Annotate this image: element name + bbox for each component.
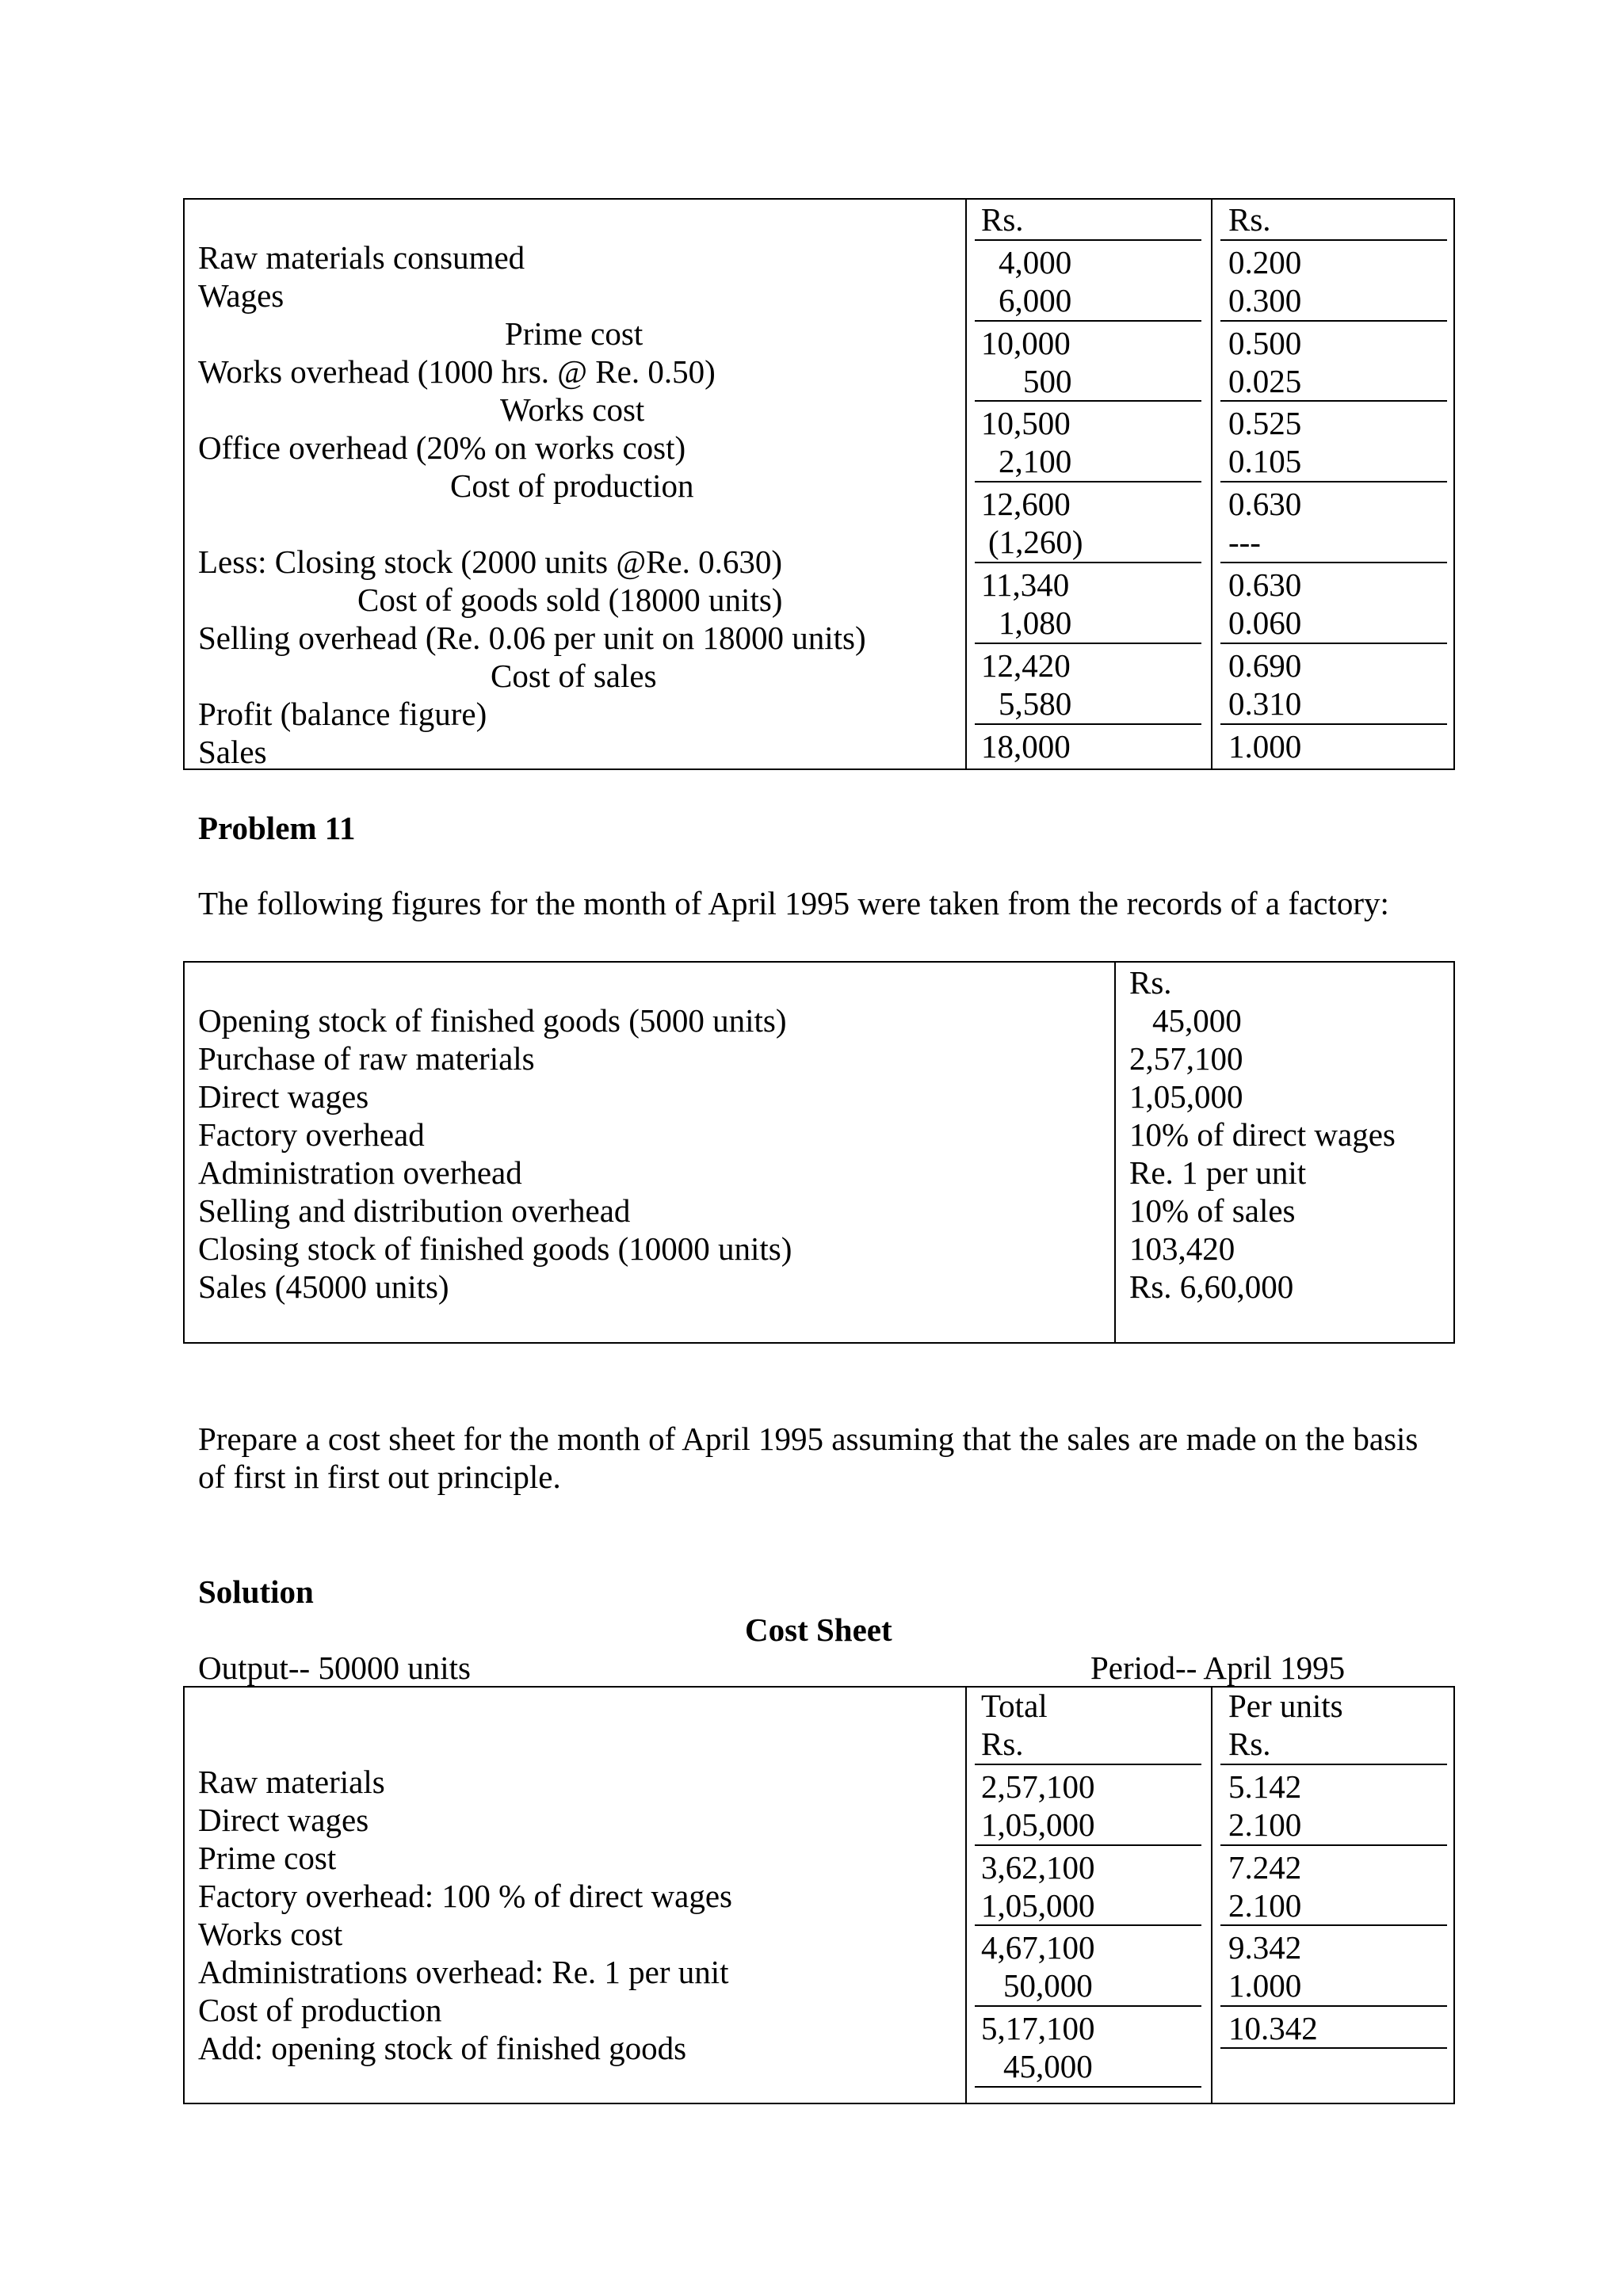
- sum-underline: [1220, 481, 1447, 482]
- per-unit-cell: 0.630: [1228, 486, 1302, 522]
- column-header: Rs.: [1228, 201, 1271, 238]
- amount-cell: 45,000: [1003, 2048, 1093, 2084]
- sum-underline: [1220, 723, 1447, 725]
- amount-cell: 5,580: [999, 685, 1072, 722]
- sum-underline: [1220, 320, 1447, 322]
- row-label: Raw materials consumed: [198, 239, 525, 276]
- per-unit-cell: 7.242: [1228, 1849, 1302, 1886]
- problem-heading: Problem 11: [198, 810, 356, 846]
- amount-cell: 10,000: [981, 325, 1071, 361]
- table-divider: [1114, 961, 1116, 1344]
- amount-cell: 4,000: [999, 244, 1072, 280]
- per-unit-cell: 2.100: [1228, 1806, 1302, 1843]
- row-label: Profit (balance figure): [198, 696, 487, 732]
- amount-cell: (1,260): [988, 524, 1083, 560]
- amount-cell: 1,080: [999, 605, 1072, 641]
- row-label: Direct wages: [198, 1802, 369, 1838]
- per-unit-cell: 0.105: [1228, 443, 1302, 479]
- per-unit-cell: 0.500: [1228, 325, 1302, 361]
- table-divider: [965, 1686, 967, 2104]
- per-unit-cell: 0.630: [1228, 566, 1302, 603]
- table-row-label: Administration overhead: [198, 1154, 522, 1191]
- sum-underline: [1220, 1764, 1447, 1765]
- cost-sheet-title: Cost Sheet: [745, 1611, 892, 1648]
- table-divider: [1211, 1686, 1212, 2104]
- sum-underline: [1220, 562, 1447, 563]
- row-label: Prime cost: [198, 1840, 337, 1876]
- sum-underline: [975, 320, 1201, 322]
- column-header: Rs.: [1228, 1726, 1271, 1762]
- per-unit-cell: 1.000: [1228, 1967, 1302, 2004]
- row-label: Sales: [198, 734, 267, 770]
- table-row-label: Sales (45000 units): [198, 1268, 449, 1305]
- sum-underline: [975, 723, 1201, 725]
- sum-underline: [1220, 1844, 1447, 1846]
- sum-underline: [975, 643, 1201, 644]
- sum-underline: [975, 2005, 1201, 2007]
- row-label: Office overhead (20% on works cost): [198, 429, 686, 466]
- per-unit-cell: ---: [1228, 524, 1261, 560]
- column-header: Rs.: [1129, 964, 1172, 1001]
- per-unit-cell: 10.342: [1228, 2010, 1318, 2046]
- sum-underline: [975, 400, 1201, 402]
- column-header: Rs.: [981, 201, 1024, 238]
- table-row-value: 2,57,100: [1129, 1040, 1243, 1077]
- sum-underline: [975, 2086, 1201, 2088]
- sum-underline: [975, 1924, 1201, 1926]
- table-row-value: 103,420: [1129, 1230, 1235, 1267]
- amount-cell: 6,000: [999, 282, 1072, 318]
- table-row-value: 45,000: [1152, 1002, 1242, 1039]
- column-header: Per units: [1228, 1688, 1343, 1724]
- table-row-label: Factory overhead: [198, 1116, 425, 1153]
- per-unit-cell: 9.342: [1228, 1929, 1302, 1966]
- row-label: Less: Closing stock (2000 units @Re. 0.630): [198, 543, 783, 580]
- instruction-line: Prepare a cost sheet for the month of April 1995 assuming that the sales are made on the basis: [198, 1421, 1419, 1457]
- amount-cell: 500: [1023, 363, 1072, 399]
- problem-intro: The following figures for the month of April 1995 were taken from the records of a factory:: [198, 885, 1389, 921]
- amount-cell: 10,500: [981, 405, 1071, 441]
- sum-underline: [1220, 2047, 1447, 2049]
- per-unit-cell: 0.025: [1228, 363, 1302, 399]
- sum-underline: [975, 239, 1201, 241]
- subtotal-label: Cost of goods sold (18000 units): [357, 582, 783, 618]
- sum-underline: [975, 481, 1201, 482]
- amount-cell: 1,05,000: [981, 1806, 1095, 1843]
- subtotal-label: Prime cost: [505, 315, 643, 352]
- table-row-value: 10% of direct wages: [1129, 1116, 1396, 1153]
- amount-cell: 4,67,100: [981, 1929, 1095, 1966]
- sum-underline: [1220, 400, 1447, 402]
- subtotal-label: Cost of production: [450, 467, 694, 504]
- sum-underline: [975, 562, 1201, 563]
- solution-heading: Solution: [198, 1573, 314, 1610]
- table-row-value: 1,05,000: [1129, 1078, 1243, 1115]
- table-row-label: Purchase of raw materials: [198, 1040, 535, 1077]
- period-label: Period-- April 1995: [1090, 1650, 1346, 1686]
- amount-cell: 12,420: [981, 647, 1071, 684]
- per-unit-cell: 0.200: [1228, 244, 1302, 280]
- row-label: Add: opening stock of finished goods: [198, 2030, 687, 2066]
- amount-cell: 11,340: [981, 566, 1070, 603]
- row-label: Administrations overhead: Re. 1 per unit: [198, 1954, 729, 1990]
- table-row-value: Re. 1 per unit: [1129, 1154, 1307, 1191]
- per-unit-cell: 0.060: [1228, 605, 1302, 641]
- sum-underline: [1220, 643, 1447, 644]
- per-unit-cell: 1.000: [1228, 728, 1302, 765]
- row-label: Raw materials: [198, 1764, 385, 1800]
- table-row-value: 10% of sales: [1129, 1192, 1296, 1229]
- amount-cell: 2,100: [999, 443, 1072, 479]
- row-label: Selling overhead (Re. 0.06 per unit on 18000 units): [198, 620, 866, 656]
- per-unit-cell: 2.100: [1228, 1887, 1302, 1924]
- table-row-label: Opening stock of finished goods (5000 units): [198, 1002, 787, 1039]
- amount-cell: 50,000: [1003, 1967, 1093, 2004]
- row-label: Works overhead (1000 hrs. @ Re. 0.50): [198, 353, 716, 390]
- subtotal-label: Cost of sales: [491, 658, 657, 694]
- table-divider: [965, 198, 967, 770]
- row-label: Cost of production: [198, 1992, 442, 2028]
- per-unit-cell: 0.310: [1228, 685, 1302, 722]
- instruction-line: of first in first out principle.: [198, 1459, 561, 1495]
- subtotal-label: Works cost: [500, 391, 645, 428]
- per-unit-cell: 0.300: [1228, 282, 1302, 318]
- table-row-label: Direct wages: [198, 1078, 369, 1115]
- amount-cell: 1,05,000: [981, 1887, 1095, 1924]
- sum-underline: [1220, 1924, 1447, 1926]
- amount-cell: 2,57,100: [981, 1768, 1095, 1805]
- amount-cell: 5,17,100: [981, 2010, 1095, 2046]
- per-unit-cell: 0.690: [1228, 647, 1302, 684]
- table-row-label: Selling and distribution overhead: [198, 1192, 631, 1229]
- row-label: Factory overhead: 100 % of direct wages: [198, 1878, 732, 1914]
- row-label: Works cost: [198, 1916, 343, 1952]
- table-row-value: Rs. 6,60,000: [1129, 1268, 1294, 1305]
- sum-underline: [975, 1844, 1201, 1846]
- sum-underline: [1220, 239, 1447, 241]
- column-header: Total: [981, 1688, 1048, 1724]
- per-unit-cell: 5.142: [1228, 1768, 1302, 1805]
- output-label: Output-- 50000 units: [198, 1650, 471, 1686]
- table-row-label: Closing stock of finished goods (10000 units): [198, 1230, 792, 1267]
- amount-cell: 12,600: [981, 486, 1071, 522]
- sum-underline: [1220, 2005, 1447, 2007]
- table-divider: [1211, 198, 1212, 770]
- amount-cell: 18,000: [981, 728, 1071, 765]
- sum-underline: [975, 1764, 1201, 1765]
- row-label: Wages: [198, 277, 285, 314]
- column-header: Rs.: [981, 1726, 1024, 1762]
- amount-cell: 3,62,100: [981, 1849, 1095, 1886]
- per-unit-cell: 0.525: [1228, 405, 1302, 441]
